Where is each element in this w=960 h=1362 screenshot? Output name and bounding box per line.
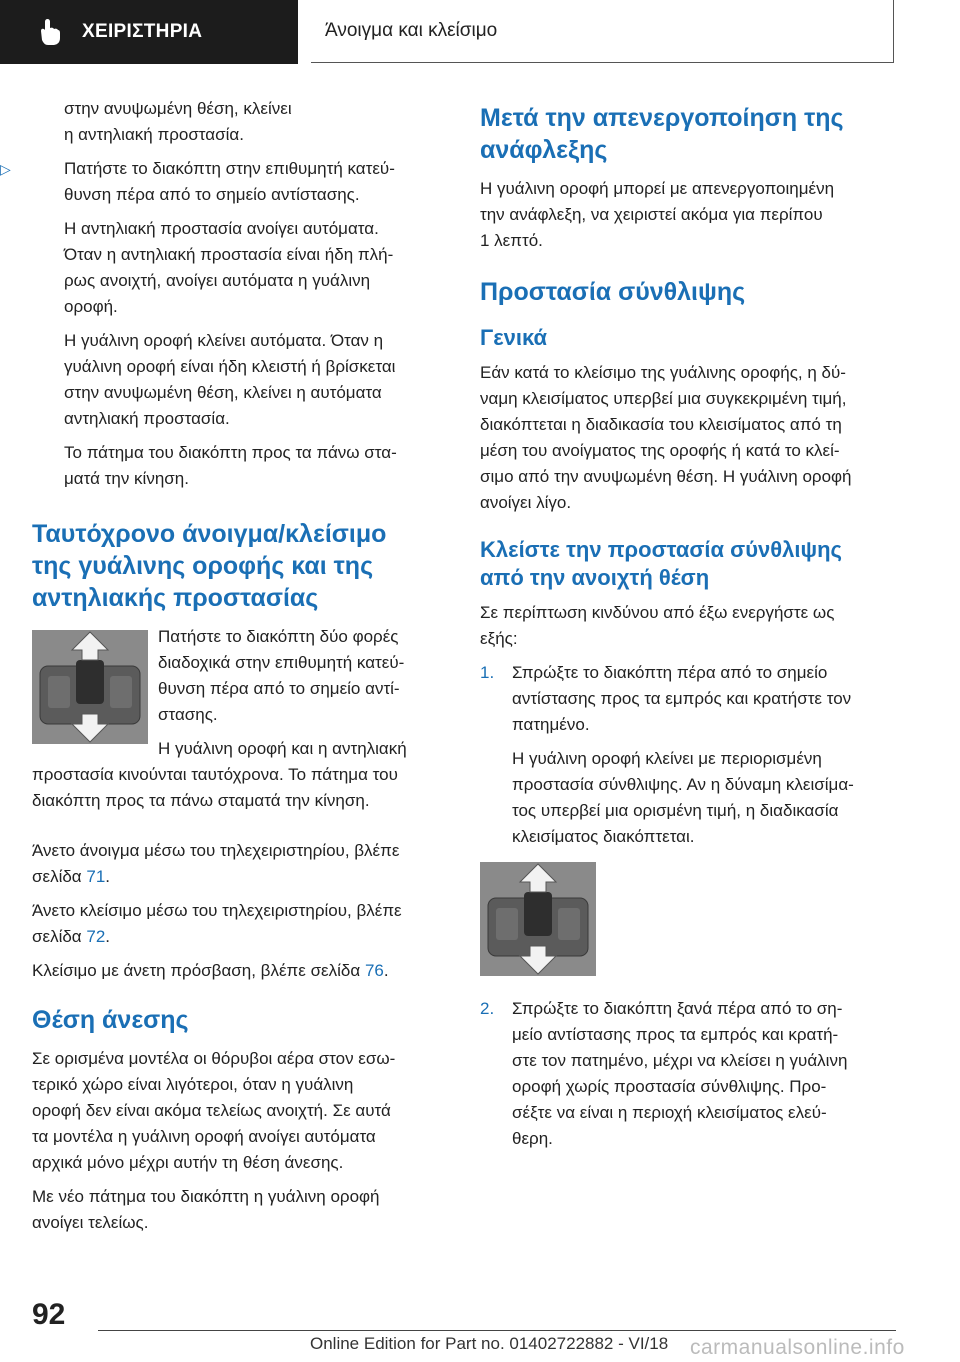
left-column: στην ανυψωμένη θέση, κλείνει η αντηλιακή προστασία. ▷ Πατήστε το διακόπτη στην επιθυμητή κατεύ- θυνση πέρα από το σημείο αντίστασης. Η αντηλιακή προστασία ανοίγει αυτόματα. Όταν η αντηλιακή προστασία είναι ήδη πλή- ρως ανοιχτή, ανοίγει αυτόματα η γυάλινη οροφή. Η γυάλινη οροφή κλείνει αυτόματα. Όταν η γυάλινη οροφή είναι ήδη κλειστή ή βρίσκεται στην ανυψωμένη θέση, κλείνει η αυτόματα αντηλιακή προστασία. Το πάτημα του διακόπτη προς τα πάνω στα- ματά την κίνηση. Ταυτόχρονο άνοιγμα/κλείσιμο της γυάλινης οροφής και της αντηλιακής προστασίας Πατήστε το διακόπτη δύο φορές διαδοχικά στην επιθυμητή κατεύ- θυνση πέρα από το σημείο αντί- στασης. Η γυάλινη οροφή και η αντηλιακή προστασία κινούνται ταυτόχρονα. Το πάτημα του διακόπτη προς τα πάνω σταματά την κίνηση. Άνετο άνοιγμα μέσω του τηλεχειριστηρίου, βλέπε σελίδα 71. Άνετο κλείσιμο μέσω του τηλεχειριστηρίου, βλέπε σελίδα 72. Κλείσιμο με άνετη πρόσβαση, βλέπε σελίδα 76. Θέση άνεσης Σε ορισμένα μοντέλα οι θόρυβοι αέρα στον εσω- τερικό χώρο είναι λιγότεροι, όταν η γυάλινη οροφή δεν είναι ακόμα τελείως ανοιχτή. Σε αυτά τα μοντέλα η γυάλινη οροφή ανοίγει αυτόματα αρχικά μόνο μέχρι αυτήν τη θέση άνεσης. Με νέο πάτημα του διακόπτη η γυάλινη οροφή ανοίγει τελείως. xyxy=(32,96,452,1244)
step-number: 1. xyxy=(480,663,495,682)
chapter-header xyxy=(311,0,894,63)
bullet-item: ▷ Πατήστε το διακόπτη στην επιθυμητή κατεύ- θυνση πέρα από το σημείο αντίστασης. Η αντηλιακή προστασία ανοίγει αυτόματα. Όταν η αντηλιακή προστασία είναι ήδη πλή- ρως ανοιχτή, ανοίγει αυτόματα η γυάλινη οροφή. Η γυάλινη οροφή κλείνει αυτόματα. Όταν η γυάλινη οροφή είναι ήδη κλειστή ή βρίσκεται στην ανυψωμένη θέση, κλείνει η αυτόματα αντηλιακή προστασία. Το πάτημα του διακόπτη προς τα πάνω στα- ματά την κίνηση. xyxy=(32,156,452,492)
right-column: Μετά την απενεργοποίηση της ανάφλεξης Η γυάλινη οροφή μπορεί με απενεργοποιημένη την ανάφλεξη, να χειριστεί ακόμα για περίπου 1 λεπτό. Προστασία σύνθλιψης Γενικά Εάν κατά το κλείσιμο της γυάλινης οροφής, η δύ- ναμη κλεισίματος υπερβεί μια συγκεκριμένη τιμή, διακόπτεται η διαδικασία του κλεισίματος από τη μέση του ανοίγματος της οροφής ή κατά το κλεί- σιμο από την ανυψωμένη θέση. Η γυάλινη οροφή ανοίγει λίγο. Κλείστε την προστασία σύνθλιψης από την ανοιχτή θέση Σε περίπτωση κινδύνου από έξω ενεργήστε ως εξής: 1. Σπρώξτε το διακόπτη πέρα από το σημείο αντίστασης προς τα εμπρός και κρατήστε τον πατημένο. Η γυάλινη οροφή κλείνει με περιορισμένη προστασία σύνθλιψης. Αν η δύναμη κλεισίμα- τος υπερβεί μια ορισμένη τιμή, η διαδικασία κλεισίματος διακόπτεται. 2. Σπρώξτε το διακόπτη ξανά πέρα από το ση- μείο αντίστασης προς τα εμπρός και κρατή- στε τον πατημένο, μέχρι να κλείσει η γυάλινη οροφή χωρίς προστασία σύνθλιψης. Προ- σέξτε να είναι η περιοχή κλεισίματος ελεύ- θερη. xyxy=(480,96,900,1160)
roof-switch-image xyxy=(480,862,596,976)
paragraph: στην ανυψωμένη θέση, κλείνει η αντηλιακή προστασία. xyxy=(64,99,292,144)
hand-pointer-icon xyxy=(38,18,66,46)
watermark: carmanualsonline.info xyxy=(690,1336,905,1359)
step-number: 2. xyxy=(480,999,495,1018)
step-item: 1. Σπρώξτε το διακόπτη πέρα από το σημείο αντίστασης προς τα εμπρός και κρατήστε τον πατημένο. Η γυάλινη οροφή κλείνει με περιορισμένη προστασία σύνθλιψης. Αν η δύναμη κλεισίμα- τος υπερβεί μια ορισμένη τιμή, η διαδικασία κλεισίματος διακόπτεται. xyxy=(480,660,900,850)
page-number: 92 xyxy=(32,1298,66,1331)
heading-close-pinch: Κλείστε την προστασία σύνθλιψης από την ανοιχτή θέση xyxy=(480,537,842,590)
footer-divider xyxy=(98,1330,896,1331)
page-link-76[interactable]: 76 xyxy=(364,961,384,980)
heading-after-ignition: Μετά την απενεργοποίηση της ανάφλεξης xyxy=(480,104,844,164)
figure-paragraph: Πατήστε το διακόπτη δύο φορές διαδοχικά στην επιθυμητή κατεύ- θυνση πέρα από το σημείο αντί- στασης. Η γυάλινη οροφή και η αντηλιακή προστασία κινούνται ταυτόχρονα. Το πάτημα του διακόπτη προς τα πάνω σταματά την κίνηση. xyxy=(32,627,407,810)
page-link-72[interactable]: 72 xyxy=(86,927,106,946)
heading-comfort-position: Θέση άνεσης xyxy=(32,1006,189,1034)
edition-text: Online Edition for Part no. 01402722882 - VI/18 xyxy=(310,1334,669,1353)
heading-general: Γενικά xyxy=(480,325,548,350)
page-link-71[interactable]: 71 xyxy=(86,867,106,886)
step-item: 2. Σπρώξτε το διακόπτη ξανά πέρα από το ση- μείο αντίστασης προς τα εμπρός και κρατή- στε τον πατημένο, μέχρι να κλείσει η γυάλινη οροφή χωρίς προστασία σύνθλιψης. Προ- σέξτε να είναι η περιοχή κλεισίματος ελεύ- θερη. xyxy=(480,996,900,1152)
triangle-bullet-icon: ▷ xyxy=(0,161,11,177)
section-title: ΧΕΙΡΙΣΤΗΡΙΑ xyxy=(82,21,203,42)
heading-pinch-protection: Προστασία σύνθλιψης xyxy=(480,278,746,306)
heading-simultaneous: Ταυτόχρονο άνοιγμα/κλείσιμο της γυάλινης οροφής και της αντηλιακής προστασίας xyxy=(32,520,387,612)
section-header xyxy=(0,0,298,64)
roof-switch-image xyxy=(32,630,148,744)
chapter-title: Άνοιγμα και κλείσιμο xyxy=(325,20,498,41)
